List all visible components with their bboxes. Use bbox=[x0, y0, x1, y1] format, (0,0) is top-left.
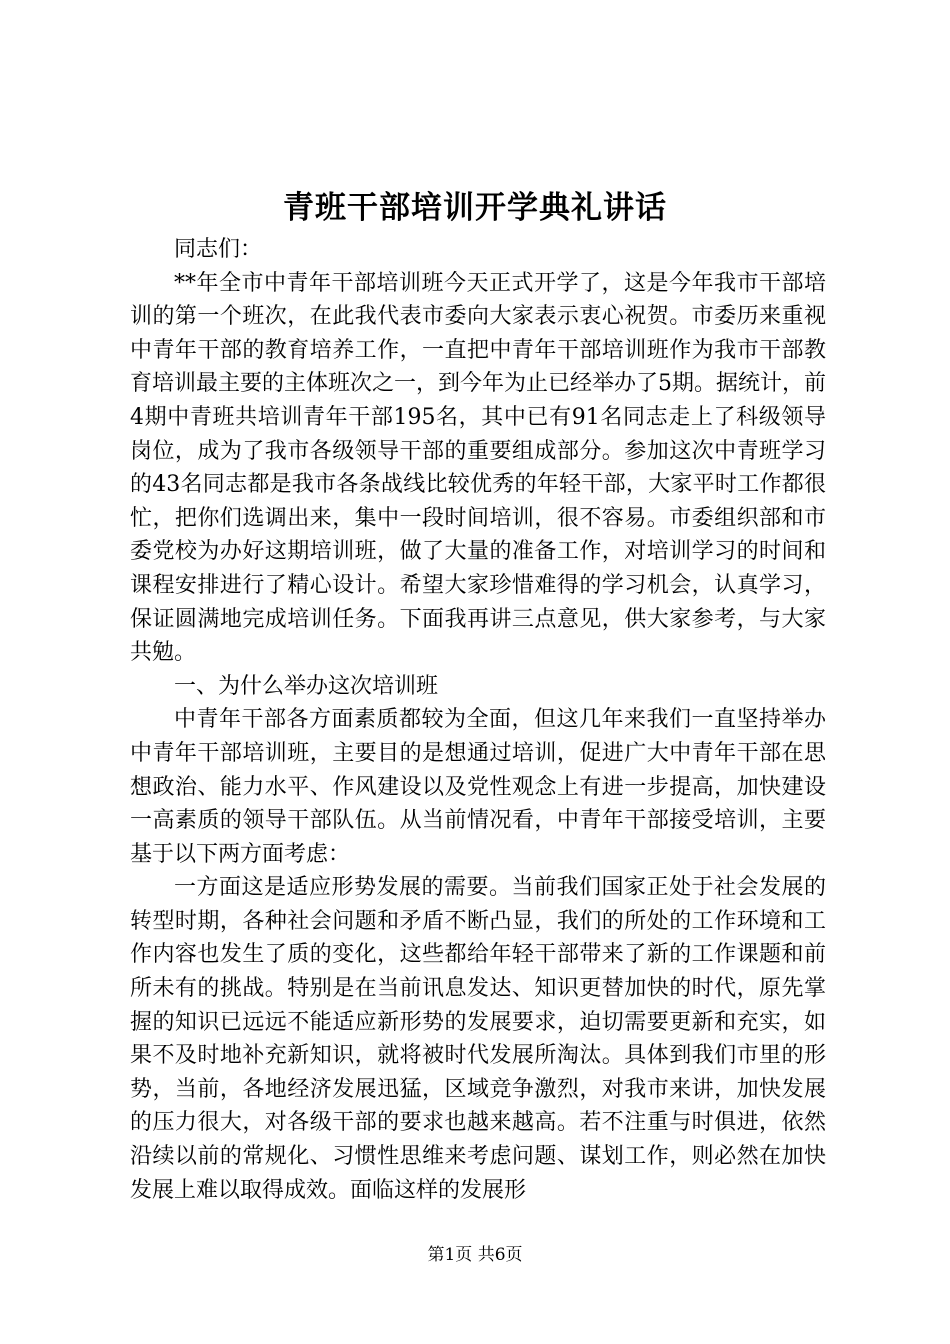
page-footer: 第1页 共6页 bbox=[427, 1245, 523, 1265]
document-title: 青班干部培训开学典礼讲话 bbox=[283, 190, 667, 226]
section-heading-1: 一、为什么举办这次培训班 bbox=[174, 673, 439, 699]
paragraph-section1-2: 一方面这是适应形势发展的需要。当前我们国家正处于社会发展的转型时期，各种社会问题和矛盾不断凸显，我们的所处的工作环境和工作内容也发生了质的变化，这些都给年轻干部带来了新的工作课题和前所未有的挑战。特别是在当前讯息发达、知识更替加快的时代，原先掌握的知识已远远不能适应新形势的发展要求，迫切需要更新和充实，如果不及时地补充新知识，就将被时代发展所淘汰。具体到我们市里的形势，当前，各地经济发展迅猛，区域竞争激烈，对我市来讲，加快发展的压力很大，对各级干部的要求也越来越高。若不注重与时俱进，依然沿续以前的常规化、习惯性思维来考虑问题、谋划工作，则必然在加快发展上难以取得成效。面临这样的发展形 bbox=[130, 875, 826, 1203]
salutation: 同志们： bbox=[174, 237, 263, 262]
paragraph-section1-1: 中青年干部各方面素质都较为全面，但这几年来我们一直坚持举办中青年干部培训班，主要目的是想通过培训，促进广大中青年干部在思想政治、能力水平、作风建设以及党性观念上有进一步提高，加快建设一高素质的领导干部队伍。从当前情况看，中青年干部接受培训，主要基于以下两方面考虑： bbox=[130, 707, 826, 867]
paragraph-intro: **年全市中青年干部培训班今天正式开学了，这是今年我市干部培训的第一个班次，在此我代表市委向大家表示衷心祝贺。市委历来重视中青年干部的教育培养工作，一直把中青年干部培训班作为我市干部教育培训最主要的主体班次之一，到今年为止已经举办了5期。据统计，前4期中青班共培训青年干部195名，其中已有91名同志走上了科级领导岗位，成为了我市各级领导干部的重要组成部分。参加这次中青班学习的43名同志都是我市各条战线比较优秀的年轻干部，大家平时工作都很忙，把你们选调出来，集中一段时间培训，很不容易。市委组织部和市委党校为办好这期培训班，做了大量的准备工作，对培训学习的时间和课程安排进行了精心设计。希望大家珍惜难得的学习机会，认真学习，保证圆满地完成培训任务。下面我再讲三点意见，供大家参考，与大家共勉。 bbox=[130, 270, 826, 666]
document-body bbox=[130, 233, 826, 1207]
